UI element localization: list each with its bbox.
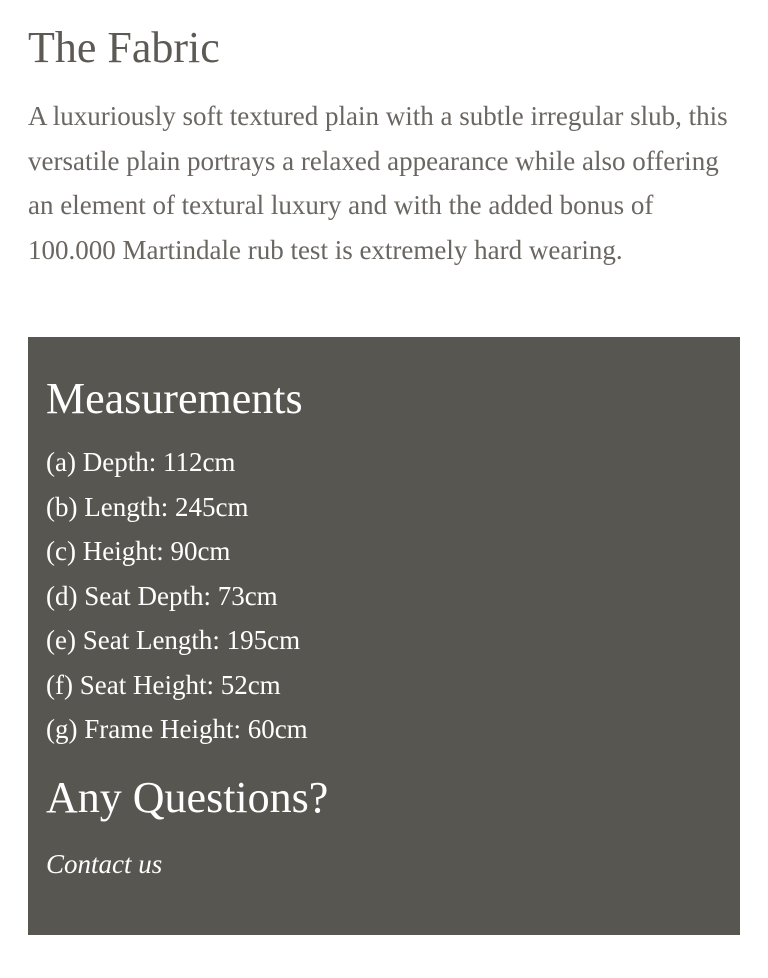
contact-us-link[interactable]: Contact us xyxy=(46,848,163,879)
measurement-height: (c) Height: 90cm xyxy=(46,536,231,566)
questions-heading: Any Questions? xyxy=(46,772,329,822)
measurement-length: (b) Length: 245cm xyxy=(46,491,249,522)
measurements-panel xyxy=(28,337,740,935)
measurement-seat-length: (e) Seat Length: 195cm xyxy=(46,625,301,655)
fabric-section xyxy=(28,22,740,272)
fabric-title: The Fabric xyxy=(28,23,220,72)
measurement-seat-depth: (d) Seat Depth: 73cm xyxy=(46,580,278,611)
measurement-depth: (a) Depth: 112cm xyxy=(46,447,236,477)
measurements-list xyxy=(46,440,722,752)
fabric-description: A luxuriously soft textured plain with a subtle irregular slub, this versatile plain portrays a relaxed appearance while also offering an element of textural luxury and with the added bonus of 100.000 Martindale rub test is extremely hard wearing. xyxy=(28,101,728,265)
measurement-frame-height: (g) Frame Height: 60cm xyxy=(46,714,308,744)
measurement-seat-height: (f) Seat Height: 52cm xyxy=(46,669,281,700)
measurements-heading: Measurements xyxy=(46,374,303,423)
